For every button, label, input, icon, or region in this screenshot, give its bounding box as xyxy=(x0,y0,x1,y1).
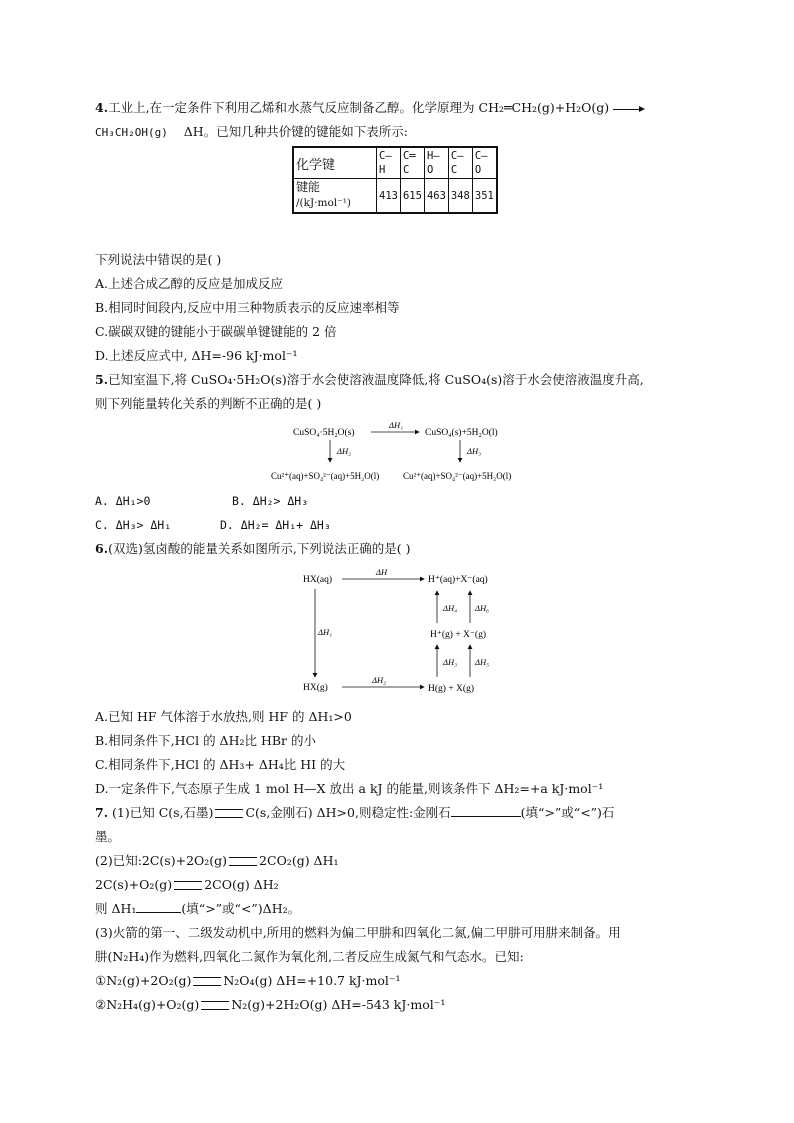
energy-header-cell: 键能 /(kJ·mol⁻¹) xyxy=(293,179,377,214)
bond-cell: C— C xyxy=(448,147,472,179)
q5-number: 5. xyxy=(95,372,109,387)
q5-options-row1 xyxy=(95,492,308,510)
q7-part1-text-b: C(s,金刚石) ΔH>0,则稳定性:金刚石 xyxy=(245,805,451,820)
q6-energy-diagram xyxy=(298,565,498,700)
q6-ions-g-label: H⁺(g) + X⁻(g) xyxy=(430,630,487,640)
bond-cell: C— O xyxy=(472,147,496,179)
q7-blank-2[interactable] xyxy=(136,900,181,913)
q6-hx-aq-label: HX(aq) xyxy=(303,575,333,585)
q5-option-d: D. ΔH₂= ΔH₁+ ΔH₃ xyxy=(220,518,331,532)
q5-line1 xyxy=(95,371,644,389)
energy-value-cell: 413 xyxy=(377,179,401,214)
q5-bottom-right-label: Cu²⁺(aq)+SO₄²⁻(aq)+5H₂O(l) xyxy=(403,471,512,481)
q5-line2: 则下列能量转化关系的判断不正确的是( ) xyxy=(95,396,322,411)
bond-energy-table xyxy=(292,146,498,214)
q6-dh3-label: ΔH₃ xyxy=(443,657,458,667)
q4-number: 4. xyxy=(95,100,109,115)
q4-text-line1: 工业上,在一定条件下利用乙烯和水蒸气反应制备乙醇。化学原理为 CH₂═CH₂(g)+H₂O(g) xyxy=(108,100,610,115)
q6-text-line1: (双选)氢卤酸的能量关系如图所示,下列说法正确的是( ) xyxy=(108,541,411,556)
q5-energy-diagram xyxy=(271,418,545,488)
bond-cell: C═ C xyxy=(400,147,424,179)
q5-option-b: B. ΔH₂> ΔH₃ xyxy=(232,494,309,508)
q5-top-right-label: CuSO₄(s)+5H₂O(l) xyxy=(425,428,498,438)
q4-text-line2: ΔH。已知几种共价键的键能如下表所示: xyxy=(183,124,408,139)
energy-value-cell: 615 xyxy=(400,179,424,214)
q5-text-line1: 已知室温下,将 CuSO₄·5H₂O(s)溶于水会使溶液温度降低,将 CuSO₄(s)溶于水会使溶液温度升高, xyxy=(108,372,644,387)
energy-value-cell: 348 xyxy=(448,179,472,214)
q7-blank-1[interactable] xyxy=(451,804,521,817)
q7-part2-text-b: 2CO₂(g) ΔH₁ xyxy=(259,853,339,868)
table-row xyxy=(293,147,497,179)
q7-r1-text-b: N₂O₄(g) ΔH=+10.7 kJ·mol⁻¹ xyxy=(223,973,401,988)
q6-line1 xyxy=(95,540,411,558)
q7-reaction-2 xyxy=(95,996,445,1014)
q7-part2-text-f: (填“>”或“<”)ΔH₂。 xyxy=(181,901,301,916)
q7-r2-text-a: ②N₂H₄(g)+O₂(g) xyxy=(95,997,200,1012)
q5-options-row2 xyxy=(95,516,331,534)
q7-part1-text-d: 墨。 xyxy=(95,829,121,844)
q7-part1-text-c: (填“>”或“<”)石 xyxy=(520,805,615,820)
q4-line1 xyxy=(95,99,645,117)
q6-option-a: A.已知 HF 气体溶于水放热,则 HF 的 ΔH₁>0 xyxy=(95,709,352,724)
q5-option-a: A. ΔH₁>0 xyxy=(95,494,151,508)
q4-product-formula: CH₃CH₂OH(g) xyxy=(95,126,168,139)
q4-option-b: B.相同时间段内,反应中用三种物质表示的反应速率相等 xyxy=(95,300,400,315)
q4-line2 xyxy=(95,123,408,142)
q7-part2-text-a: (2)已知:2C(s)+2O₂(g) xyxy=(95,853,228,868)
q6-option-b: B.相同条件下,HCl 的 ΔH₂比 HBr 的小 xyxy=(95,733,316,748)
table-row xyxy=(293,179,497,214)
q7-part2-text-d: 2CO(g) ΔH₂ xyxy=(204,877,279,892)
q6-dh5-label: ΔH₅ xyxy=(475,657,490,667)
q7-part1-text-a: (1)已知 C(s,石墨) xyxy=(112,805,214,820)
equals-sign-icon xyxy=(193,977,221,986)
q7-part2-text-e: 则 ΔH₁ xyxy=(95,901,137,916)
q6-option-c: C.相同条件下,HCl 的 ΔH₃+ ΔH₄比 HI 的大 xyxy=(95,757,346,772)
q5-dh2-label: ΔH₂ xyxy=(337,446,352,456)
energy-value-cell: 463 xyxy=(424,179,448,214)
q7-part3-line1: (3)火箭的第一、二级发动机中,所用的燃料为偏二甲肼和四氧化二氮,偏二甲肼可用肼来制备。用 xyxy=(95,925,621,940)
q7-part3-line2: 肼(N₂H₄)作为燃料,四氧化二氮作为氧化剂,二者反应生成氮气和气态水。已知: xyxy=(95,949,524,964)
q6-ions-aq-label: H⁺(aq)+X⁻(aq) xyxy=(428,575,488,585)
bond-cell: H— O xyxy=(424,147,448,179)
q6-dh4-label: ΔH₄ xyxy=(443,603,458,613)
q7-part1-line1 xyxy=(95,804,614,822)
q7-part2-line2 xyxy=(95,876,279,894)
q5-option-c: C. ΔH₃> ΔH₁ xyxy=(95,518,172,532)
q5-bottom-left-label: Cu²⁺(aq)+SO₄²⁻(aq)+5H₂O(l) xyxy=(271,471,380,481)
q4-option-a: A.上述合成乙醇的反应是加成反应 xyxy=(95,276,284,291)
q7-part2-line3 xyxy=(95,900,300,918)
q7-number: 7. xyxy=(95,805,109,820)
q4-option-d: D.上述反应式中, ΔH=-96 kJ·mol⁻¹ xyxy=(95,348,298,363)
bond-cell: C— H xyxy=(377,147,401,179)
q7-part2-line1 xyxy=(95,852,339,870)
bond-header-cell: 化学键 xyxy=(293,147,377,179)
q6-dh-label: ΔH xyxy=(376,567,388,577)
q7-part2-text-c: 2C(s)+O₂(g) xyxy=(95,877,173,892)
equals-sign-icon xyxy=(174,881,202,890)
equals-sign-icon xyxy=(201,1001,229,1010)
equals-sign-icon xyxy=(215,809,243,818)
q6-dh6-label: ΔH₆ xyxy=(475,603,490,613)
q7-reaction-1 xyxy=(95,972,401,990)
q6-dh1-label: ΔH₁ xyxy=(318,627,333,637)
q5-top-left-label: CuSO₄·5H₂O(s) xyxy=(293,428,355,438)
q6-atoms-g-label: H(g) + X(g) xyxy=(428,684,474,694)
equals-sign-icon xyxy=(229,857,257,866)
q4-stem: 下列说法中错误的是( ) xyxy=(95,252,222,267)
q6-hx-g-label: HX(g) xyxy=(303,683,328,693)
q7-r2-text-b: N₂(g)+2H₂O(g) ΔH=-543 kJ·mol⁻¹ xyxy=(231,997,446,1012)
q6-option-d: D.一定条件下,气态原子生成 1 mol H—X 放出 a kJ 的能量,则该条件下 ΔH₂=+a kJ·mol⁻¹ xyxy=(95,781,604,796)
q5-dh1-label: ΔH₁ xyxy=(389,420,404,430)
q6-number: 6. xyxy=(95,541,109,556)
q6-dh2-label: ΔH₂ xyxy=(372,675,387,685)
q4-option-c: C.碳碳双键的键能小于碳碳单键键能的 2 倍 xyxy=(95,324,337,339)
q5-dh3-label: ΔH₃ xyxy=(467,446,482,456)
q7-r1-text-a: ①N₂(g)+2O₂(g) xyxy=(95,973,192,988)
reaction-arrow-icon xyxy=(613,104,645,114)
energy-value-cell: 351 xyxy=(472,179,496,214)
